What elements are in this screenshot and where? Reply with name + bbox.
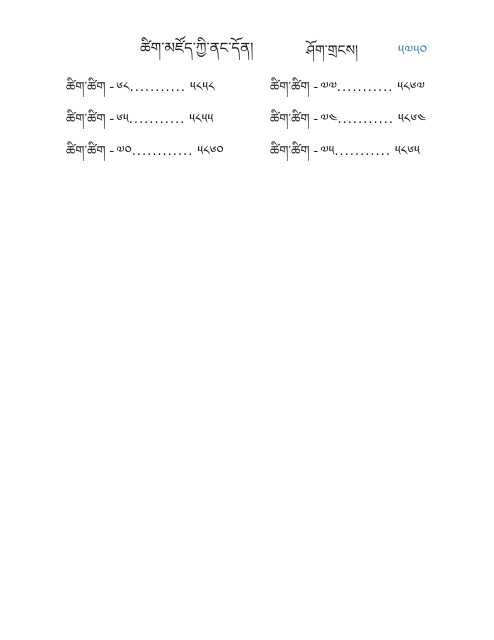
page-number: ༥༧༥༠ (398, 43, 428, 59)
page-header (0, 32, 494, 58)
entry-page: ༥༨༥༥ (189, 112, 214, 127)
entry-number: ༦༨ (116, 80, 130, 95)
entry-label: ཚིག་ཚིག (66, 80, 106, 95)
leader-dots: ........... (336, 80, 394, 95)
leader-dots: ........... (128, 112, 186, 127)
entry-separator: - (313, 80, 319, 95)
leader-dots: ............ (131, 144, 194, 159)
toc-entry (66, 136, 224, 173)
entry-separator: - (313, 144, 319, 159)
entry-page: ༥༨༥༨ (190, 80, 215, 95)
page-subtitle: ཤོག་གྲངས། (306, 43, 359, 59)
leader-dots: ........... (334, 144, 391, 159)
entry-number: ༧༧ (320, 80, 337, 95)
entry-number: ༦༥ (116, 112, 129, 127)
entry-separator: - (109, 144, 115, 159)
entry-page: ༥༨༦༠ (197, 144, 224, 159)
entry-label: ཚིག་ཚིག (270, 80, 310, 95)
leader-dots: ........... (129, 80, 187, 95)
entry-label: ཚིག་ཚིག (66, 112, 106, 127)
entry-separator: - (109, 112, 115, 127)
entry-page: ༥༨༦༥ (394, 144, 420, 159)
leader-dots: ........... (337, 112, 394, 127)
entry-page: ༥༨༦༧ (397, 80, 425, 95)
entry-number: ༧༠ (116, 144, 132, 159)
entry-number: ༧༥ (320, 144, 335, 159)
entry-number: ༧༤ (320, 112, 338, 127)
page-title: ཚིག་མཛོད་ཀྱི་ནང་དོན། (140, 39, 254, 57)
entry-label: ཚིག་ཚིག (270, 144, 310, 159)
toc-entry (270, 136, 420, 173)
entry-label: ཚིག་ཚིག (270, 112, 310, 127)
entry-separator: - (313, 112, 319, 127)
entry-separator: - (109, 80, 115, 95)
entry-label: ཚིག་ཚིག (66, 144, 106, 159)
entry-page: ༥༨༦༤ (397, 112, 427, 127)
